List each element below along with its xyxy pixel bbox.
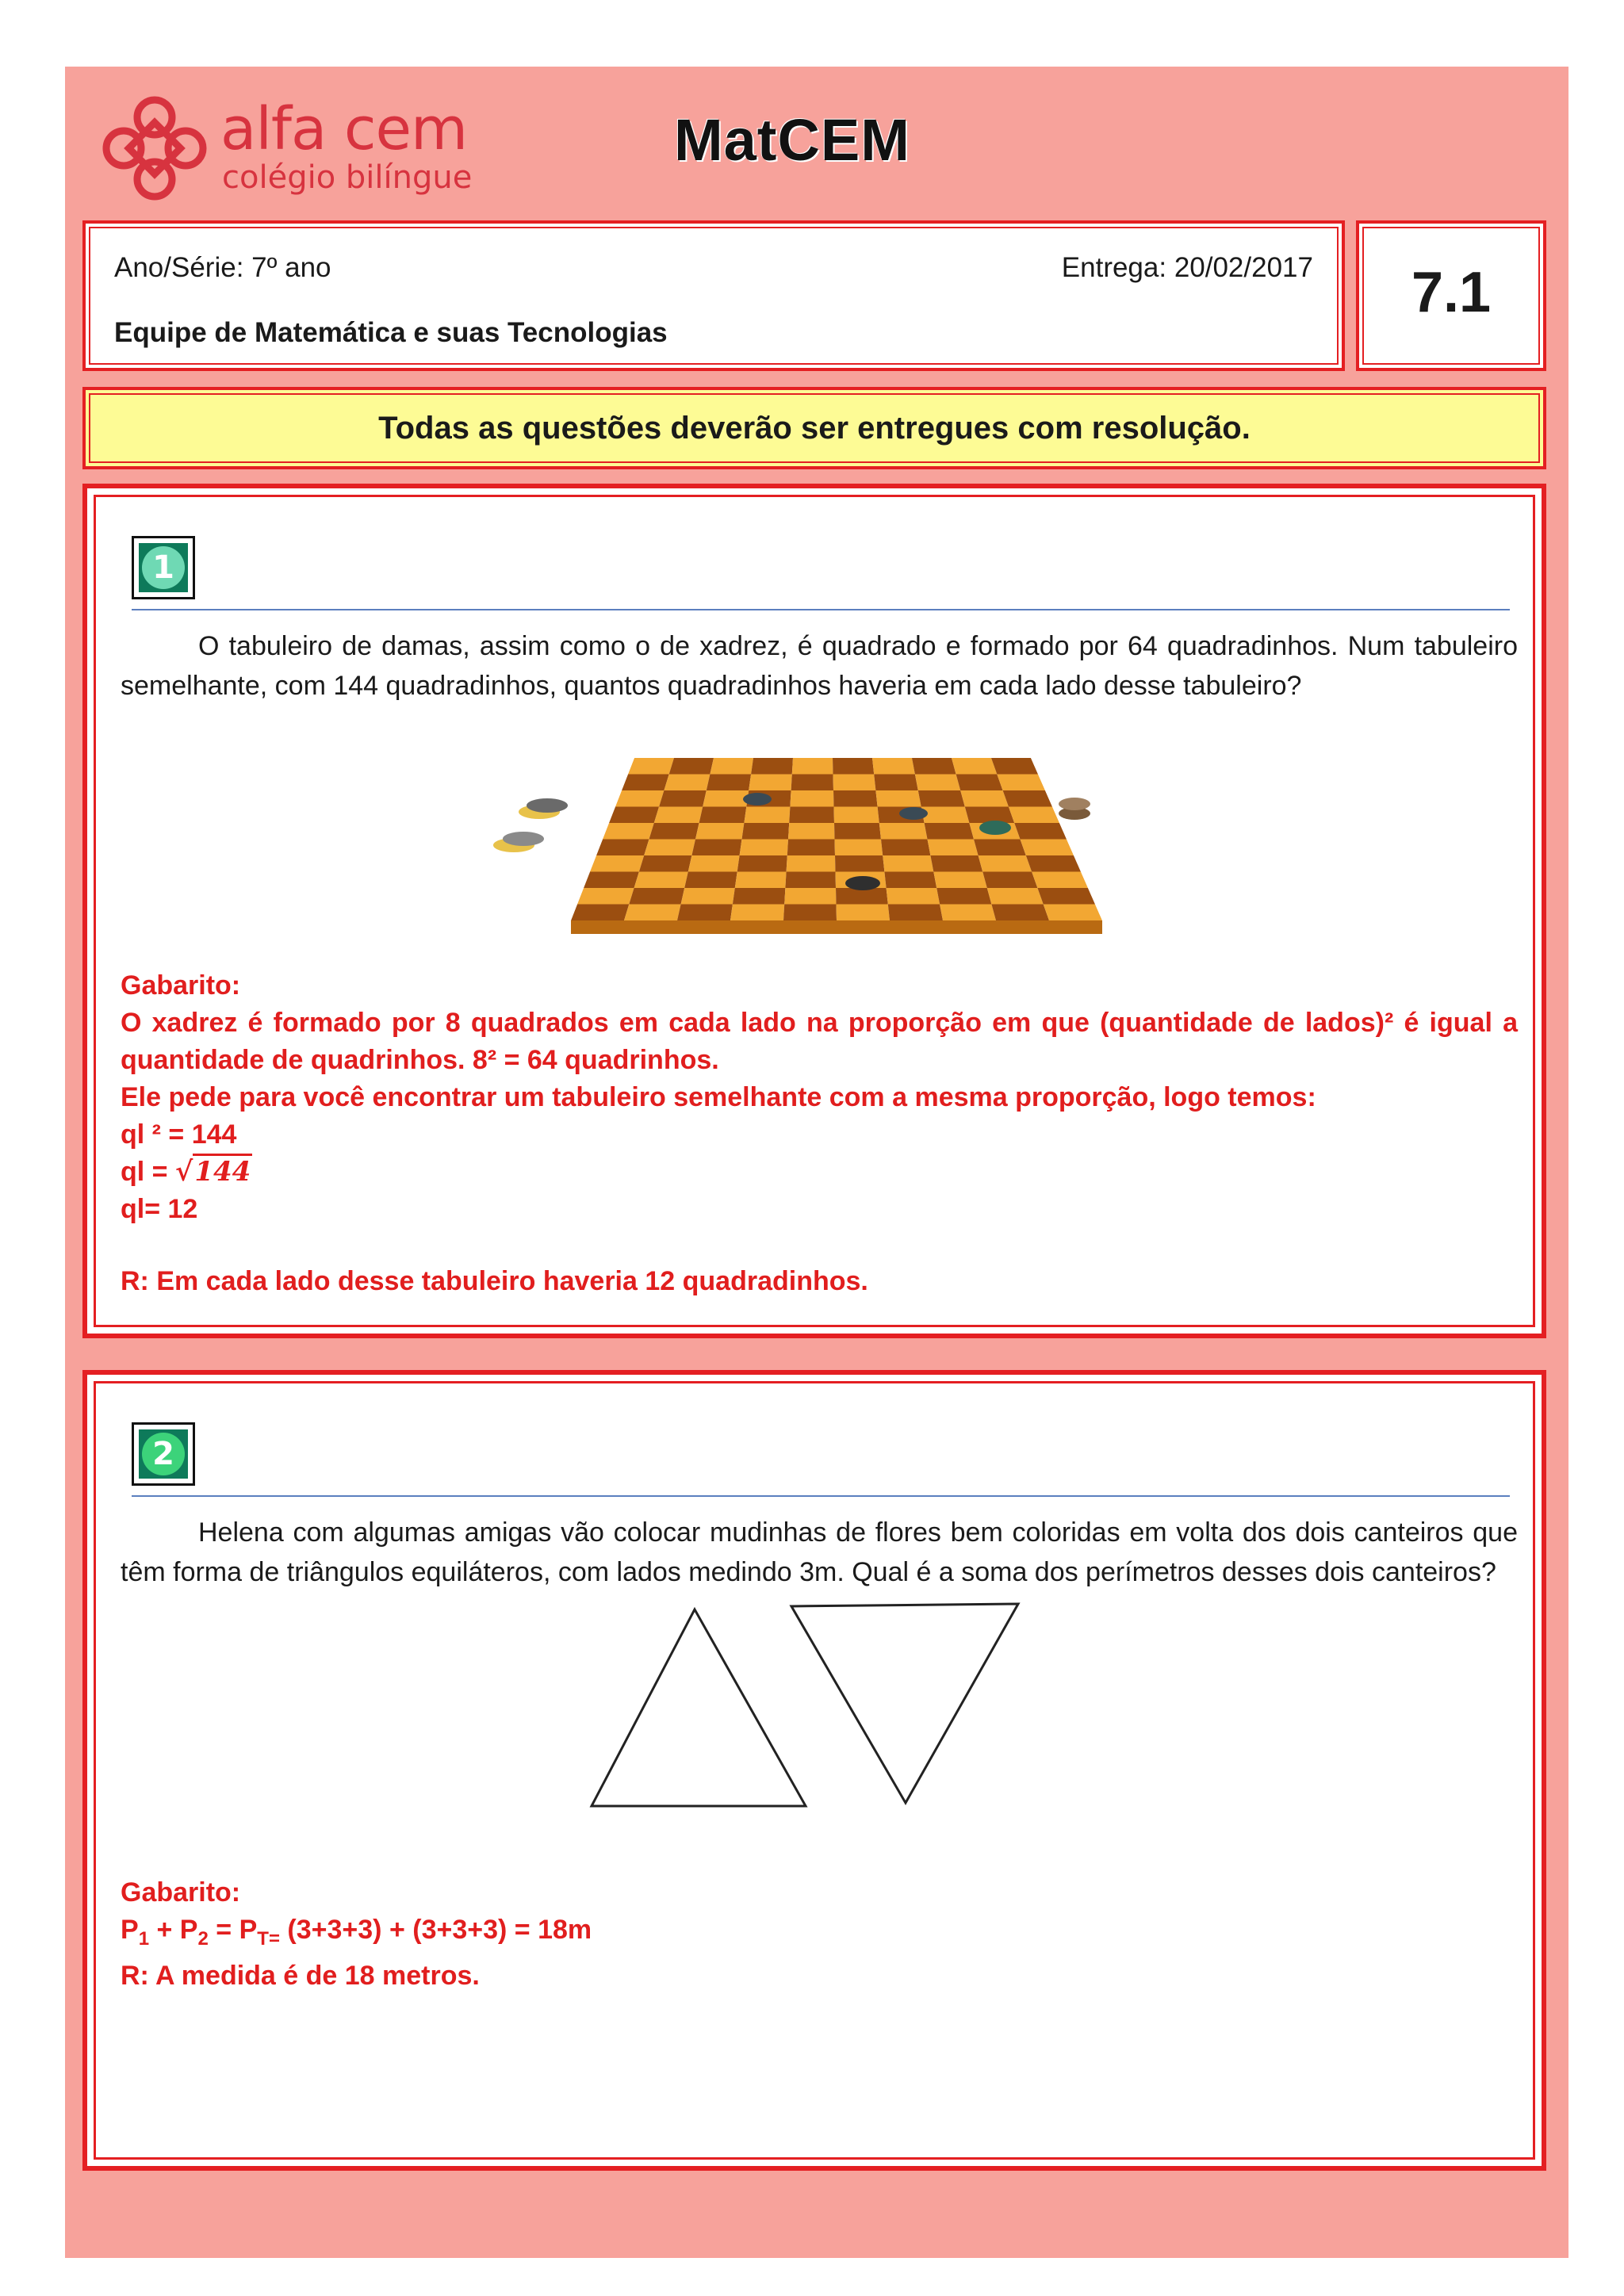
board-square xyxy=(987,888,1044,905)
board-square xyxy=(699,807,747,824)
board-square xyxy=(577,888,634,905)
board-square xyxy=(788,823,835,840)
board-square xyxy=(737,855,787,872)
board-square xyxy=(982,872,1037,889)
answer-2 xyxy=(121,1874,1518,1995)
grade-label: Ano/Série: 7º ano xyxy=(114,252,331,283)
answer-explanation-2: Ele pede para você encontrar um tabuleiro semelhante com a mesma proporção, logo temos: xyxy=(121,1082,1316,1112)
board-square xyxy=(1037,888,1095,905)
board-square xyxy=(881,840,930,856)
board-square xyxy=(624,905,681,921)
knot-logo-icon xyxy=(95,89,214,208)
board-square xyxy=(784,888,836,905)
board-square xyxy=(928,840,979,856)
board-square xyxy=(884,872,936,889)
board-square xyxy=(1026,855,1081,872)
info-box xyxy=(82,220,1345,371)
answer-result: R: A medida é de 18 metros. xyxy=(121,1960,480,1991)
board-square xyxy=(835,840,883,856)
board-square xyxy=(571,905,629,921)
board-square xyxy=(681,888,735,905)
board-square xyxy=(1009,807,1059,824)
board-square xyxy=(659,790,707,807)
board-square xyxy=(749,775,792,791)
board-square xyxy=(930,855,982,872)
worksheet-code: 7.1 xyxy=(1411,261,1492,324)
page-title: MatCEM xyxy=(674,107,910,173)
answer-explanation: O xadrez é formado por 8 quadrados em cada lado na proporção em que (quantidade de lados)² é igual a quantidade de quadrinhos. 8² = 64 quadrinhos. xyxy=(121,1008,1518,1075)
board-square xyxy=(590,855,644,872)
board-square xyxy=(622,775,669,791)
board-square xyxy=(834,807,879,824)
board-square xyxy=(603,823,654,840)
checkerboard-illustration xyxy=(492,750,1110,956)
question-text: Helena com algumas amigas vão colocar mudinhas de flores bem coloridas em volta dos dois canteiros que têm forma de triângulos equiláteros, com lados medindo 3m. Qual é a soma dos perímetros desses dois canteiros? xyxy=(121,1517,1518,1587)
divider xyxy=(132,1495,1510,1497)
board-square xyxy=(836,888,888,905)
board-square xyxy=(695,823,744,840)
board-square xyxy=(730,905,784,921)
board-square xyxy=(742,823,790,840)
board-square xyxy=(629,888,684,905)
board-square xyxy=(875,790,921,807)
board-square xyxy=(787,855,836,872)
equation-1: ql ² = 144 xyxy=(121,1119,237,1150)
answer-title: Gabarito: xyxy=(121,970,241,1001)
board-square xyxy=(644,840,695,856)
equation-2 xyxy=(121,1154,1518,1191)
brand-name: alfa cem xyxy=(220,95,468,163)
board-square xyxy=(783,905,837,921)
board-square xyxy=(997,775,1045,791)
board-square xyxy=(835,855,884,872)
board-square xyxy=(879,823,928,840)
board-square xyxy=(1014,823,1067,840)
board-square xyxy=(634,872,688,889)
triangle-up xyxy=(592,1609,806,1806)
perimeter-equation: $P_1 + P_2 = P_{T=}$ (3+3+3) + (3+3+3) = 18m xyxy=(121,1915,592,1950)
board-square xyxy=(912,758,956,775)
board-square xyxy=(1003,790,1052,807)
board-square xyxy=(710,758,753,775)
sqrt-symbol: √ xyxy=(174,1156,193,1188)
board-square xyxy=(837,905,891,921)
board-square xyxy=(688,855,740,872)
question-number: 1 xyxy=(142,546,185,589)
answer-title: Gabarito: xyxy=(121,1877,241,1908)
board-square xyxy=(751,758,793,775)
board-square xyxy=(974,840,1026,856)
board-square xyxy=(707,775,751,791)
team-label: Equipe de Matemática e suas Tecnologias xyxy=(114,317,668,348)
school-logo xyxy=(95,89,476,208)
question-number-badge xyxy=(132,536,195,599)
board-square xyxy=(1044,905,1102,921)
board-square xyxy=(933,872,987,889)
board-square xyxy=(979,855,1032,872)
board-square xyxy=(965,807,1014,824)
board-square xyxy=(789,807,834,824)
answer-1 xyxy=(121,967,1518,1300)
board-square xyxy=(883,855,933,872)
equation-3: ql= 12 xyxy=(121,1194,198,1224)
board-square xyxy=(609,807,659,824)
board-square xyxy=(921,807,970,824)
delivery-date: Entrega: 20/02/2017 xyxy=(1061,252,1313,283)
board-square xyxy=(952,758,997,775)
board-square xyxy=(790,790,833,807)
question-text: O tabuleiro de damas, assim como o de xadrez, é quadrado e formado por 64 quadradinhos. Num tabuleiro semelhante, com 144 quadradinhos, quantos quadradinhos haveria em cada lado desse tabuleiro? xyxy=(121,631,1518,701)
instruction-banner xyxy=(82,387,1546,469)
board-square xyxy=(918,790,965,807)
board-square xyxy=(703,790,749,807)
board-square xyxy=(669,758,714,775)
board-square xyxy=(628,758,674,775)
board-square xyxy=(991,905,1049,921)
board-square xyxy=(1032,872,1088,889)
board-square xyxy=(584,872,639,889)
board-square xyxy=(888,905,943,921)
board-square xyxy=(691,840,741,856)
instruction-text: Todas as questões deverão ser entregues com resolução. xyxy=(378,411,1251,446)
board-square xyxy=(833,775,876,791)
board-square xyxy=(639,855,692,872)
board-square xyxy=(664,775,710,791)
board-square xyxy=(1021,840,1074,856)
board-square xyxy=(960,790,1009,807)
question-2-box xyxy=(82,1370,1546,2171)
board-square xyxy=(744,807,790,824)
board-square xyxy=(615,790,664,807)
divider xyxy=(132,609,1510,610)
board-square xyxy=(735,872,787,889)
board-square xyxy=(596,840,649,856)
board-square xyxy=(677,905,733,921)
board-square xyxy=(654,807,703,824)
answer-result: R: Em cada lado desse tabuleiro haveria 12 quadradinhos. xyxy=(121,1266,868,1296)
board-square xyxy=(991,758,1038,775)
board-square xyxy=(833,790,878,807)
brand-subtitle: colégio bilíngue xyxy=(222,159,473,196)
worksheet-code-box xyxy=(1356,220,1546,371)
board-square xyxy=(740,840,788,856)
board-square xyxy=(915,775,960,791)
board-square xyxy=(936,888,991,905)
board-square xyxy=(785,872,836,889)
board-square xyxy=(791,775,833,791)
board-square xyxy=(787,840,835,856)
triangles-illustration xyxy=(587,1600,1031,1816)
question-number-badge xyxy=(132,1422,195,1486)
board-square xyxy=(940,905,996,921)
triangle-down xyxy=(791,1604,1018,1803)
board-square xyxy=(872,758,915,775)
board-square xyxy=(684,872,737,889)
board-square xyxy=(649,823,699,840)
board-square xyxy=(833,758,874,775)
board-square xyxy=(733,888,786,905)
board-square xyxy=(925,823,974,840)
question-1-box xyxy=(82,484,1546,1338)
sqrt-radicand: 144 xyxy=(193,1154,252,1188)
board-square xyxy=(887,888,940,905)
board-square xyxy=(956,775,1003,791)
equation-2-prefix: ql = xyxy=(121,1157,175,1187)
board-square xyxy=(792,758,833,775)
question-number: 2 xyxy=(142,1433,185,1475)
board-square xyxy=(834,823,881,840)
board-square xyxy=(874,775,918,791)
